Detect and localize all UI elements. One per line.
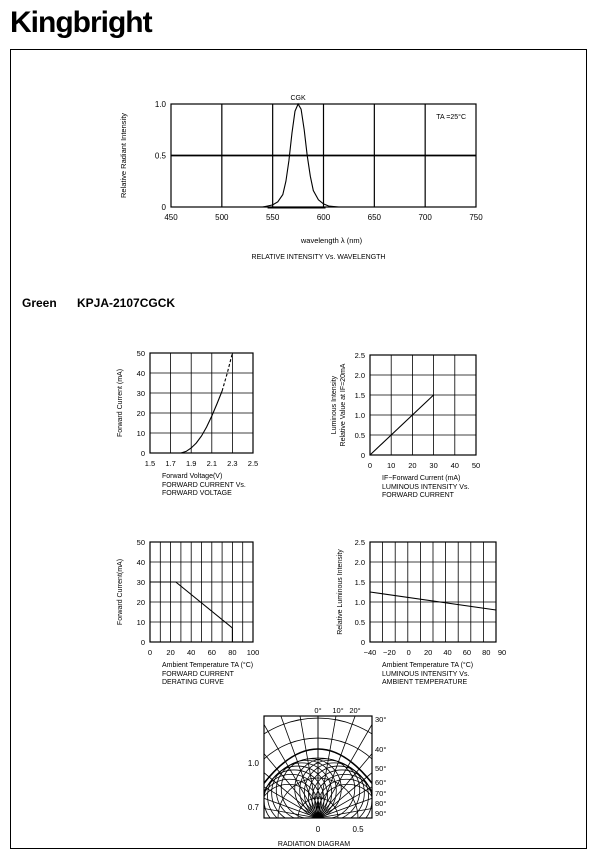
derating-x-tick-label: 100 [246,648,260,657]
lum-temp-y-axis-label: Relative Luminous Intensity [337,549,344,635]
iv-y-tick-label: 50 [136,349,145,358]
lum-temp-x-tick-label: 0 [406,648,411,657]
spectrum-condition-annotation: TA =25°C [436,114,466,121]
derating-y-tick-label: 40 [136,558,145,567]
radiation-angle-label: 10° [332,706,344,715]
radiation-radius-label: 0 [315,825,321,834]
spectrum-x-tick-label: 500 [215,213,229,222]
iv-y-tick-label: 40 [136,369,145,378]
derating-y-tick-label: 30 [136,578,145,587]
lum-temp-y-tick-label: 1.0 [354,598,365,607]
radiation-angle-label: 20° [349,706,361,715]
iv-x-tick-label: 2.3 [227,459,238,468]
lum-temp-y-tick-label: 2.0 [354,558,365,567]
spectrum-title: RELATIVE INTENSITY Vs. WAVELENGTH [251,254,386,261]
derating-title-line: DERATING CURVE [162,679,224,686]
lum-temp-y-tick-label: 1.5 [354,578,365,587]
lum-temp-x-tick-label: −40 [363,648,377,657]
lum-temp-title-line: AMBIENT TEMPERATURE [382,679,468,686]
lum-temp-title-line: LUMINOUS INTENSITY Vs. [382,671,470,678]
radiation-angle-label: 90° [375,809,387,818]
derating-x-tick-label: 40 [187,648,196,657]
radiation-angle-label: 60° [375,778,387,787]
iv-title-line: FORWARD CURRENT Vs. [162,482,246,489]
radiation-radius-label: 1.0 [247,759,259,768]
derating-x-tick-label: 0 [147,648,153,657]
lum-temp-x-tick-label: 90 [497,648,507,657]
spectrum-x-tick-label: 700 [418,213,432,222]
iv-y-axis-label: Forward Current (mA) [117,368,124,438]
lum-current-y-tick-label: 0 [360,451,365,460]
lum-current-y-tick-label: 1.0 [354,411,365,420]
spectrum-x-tick-label: 450 [164,213,178,222]
spectrum-y-tick-label: 0 [161,203,166,212]
lum-current-y-axis-label-2: Relative Value at IF=20mA [340,363,347,447]
iv-title-line: FORWARD VOLTAGE [162,490,232,497]
iv-x-tick-label: 2.1 [206,459,218,468]
lum-current-x-tick-label: 20 [408,461,417,470]
lum-current-y-tick-label: 2.5 [354,351,365,360]
derating-x-axis-label: Ambient Temperature TA (°C) [162,662,254,669]
derating-title-line: FORWARD CURRENT [162,671,234,678]
iv-x-axis-label: Forward Voltage(V) [162,473,223,480]
derating-x-tick-label: 80 [228,648,237,657]
radiation-angle-label: 80° [375,799,387,808]
iv-y-tick-label: 0 [140,449,145,458]
iv-x-tick-label: 1.7 [165,459,176,468]
lum-current-y-tick-label: 1.5 [354,391,365,400]
lum-current-x-tick-label: 50 [471,461,481,470]
iv-series-line-0 [181,391,222,453]
lum-temp-y-tick-label: 2.5 [354,538,365,547]
iv-x-tick-label: 2.5 [247,459,259,468]
lum-temp-x-tick-label: 80 [482,648,491,657]
brand-logo: Kingbright [10,6,152,39]
lum-temp-y-tick-label: 0 [360,638,365,647]
derating-y-axis-label: Forward Current(mA) [117,558,124,626]
lum-current-x-tick-label: 10 [387,461,396,470]
lum-current-series-line-0 [370,395,434,455]
derating-x-tick-label: 20 [166,648,175,657]
radiation-angle-label: 70° [375,789,387,798]
part-number: KPJA-2107CGCK [77,296,176,310]
derating-y-tick-label: 50 [136,538,145,547]
radiation-radius-label: 0.7 [247,803,259,812]
lum-temp-x-tick-label: 60 [462,648,472,657]
lum-temp-y-tick-label: 0.5 [354,618,365,627]
spectrum-x-tick-label: 550 [265,213,280,222]
radiation-angle-label: 0° [314,706,322,715]
iv-series-line-1 [222,353,232,391]
iv-x-tick-label: 1.5 [144,459,156,468]
derating-x-tick-label: 60 [207,648,216,657]
radiation-radius-label: 0.5 [352,825,364,834]
lum-current-y-tick-label: 2.0 [354,371,365,380]
spectrum-x-axis-label: wavelength λ (nm) [300,236,363,245]
radiation-title: RADIATION DIAGRAM [277,841,351,848]
spectrum-y-tick-label: 1.0 [154,100,166,109]
radiation-angle-label: 50° [375,764,387,773]
derating-y-tick-label: 0 [140,638,145,647]
lum-temp-x-tick-label: 20 [423,648,433,657]
spectrum-x-tick-label: 750 [469,213,483,222]
iv-x-tick-label: 1.9 [185,459,197,468]
radiation-angle-label: 40° [375,745,387,754]
lum-current-x-tick-label: 30 [429,461,438,470]
spectrum-x-tick-label: 600 [316,213,331,222]
led-color-label: Green [22,296,57,310]
iv-y-tick-label: 20 [136,409,145,418]
spectrum-series-annotation: CGK [290,95,306,102]
iv-plot-frame [150,353,253,453]
lum-temp-x-tick-label: 40 [443,648,452,657]
derating-y-tick-label: 20 [136,598,145,607]
lum-temp-x-tick-label: −20 [383,648,396,657]
radiation-angle-label: 30° [375,715,387,724]
lum-current-y-tick-label: 0.5 [354,431,365,440]
lum-current-x-tick-label: 0 [367,461,373,470]
lum-current-title-line: FORWARD CURRENT [382,492,454,499]
lum-temp-x-axis-label: Ambient Temperature TA (°C) [382,662,474,669]
lum-current-title-line: LUMINOUS INTENSITY Vs. [382,484,470,491]
spectrum-y-axis-label: Relative Radiant Intensity [119,112,128,199]
lum-current-x-tick-label: 40 [450,461,459,470]
spectrum-y-tick-label: 0.5 [154,151,166,161]
iv-y-tick-label: 10 [136,429,145,438]
lum-current-x-axis-label: IF−Forward Current (mA) [382,475,461,482]
lum-current-y-axis-label: Luminous Intensity [331,375,338,435]
derating-y-tick-label: 10 [136,618,145,627]
iv-y-tick-label: 30 [136,389,145,398]
spectrum-x-tick-label: 650 [367,213,382,222]
